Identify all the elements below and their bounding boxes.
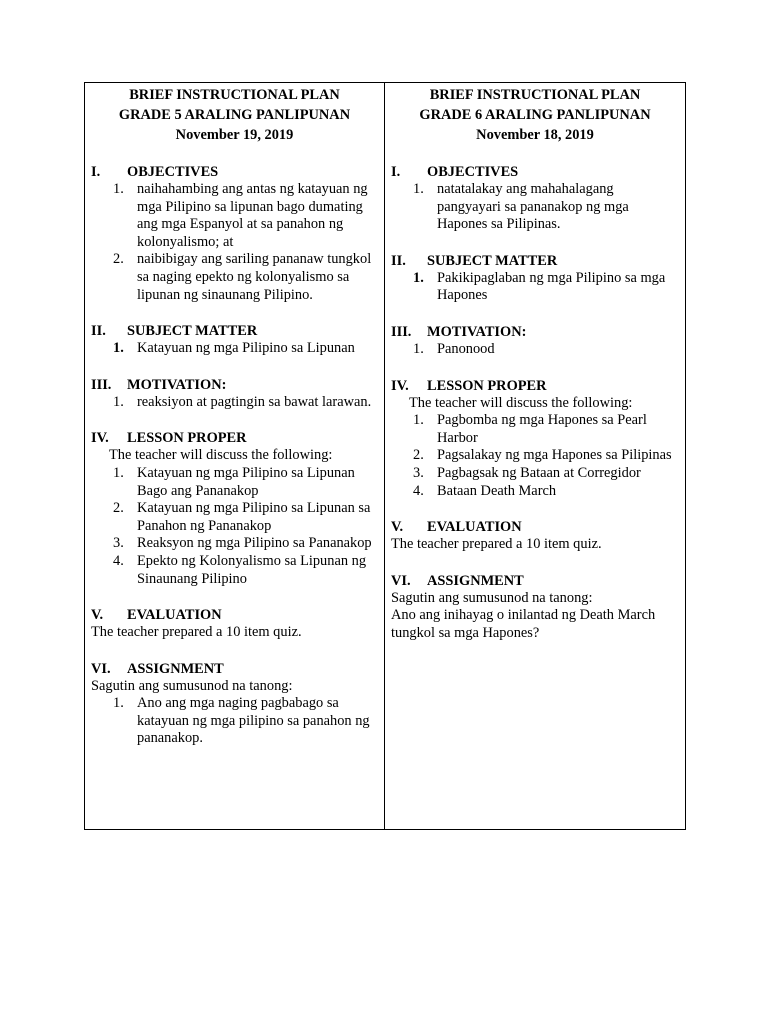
list-item: 2. naibibigay ang sariling pananaw tungkol sa naging epekto ng kolonyalismo sa lipunan ng sinaunang Pilipino. <box>113 251 372 303</box>
assignment-intro: Sagutin ang sumusunod na tanong: <box>91 677 293 694</box>
list-item: 1. Katayuan ng mga Pilipino sa Lipunan Bago ang Pananakop <box>113 464 355 499</box>
list-item: 2. Katayuan ng mga Pilipino sa Lipunan sa Panahon ng Pananakop <box>113 500 371 534</box>
evaluation-section <box>91 606 378 642</box>
section-title: SUBJECT MATTER <box>127 323 258 340</box>
section-title: OBJECTIVES <box>127 164 219 180</box>
section-number: V. <box>391 519 404 536</box>
section-title: MOTIVATION: <box>427 323 527 340</box>
list-item: 3. Pagbagsak ng Bataan at Corregidor <box>413 464 641 481</box>
assignment-question: Ano ang inihayag o inilantad ng Death March tungkol sa mga Hapones? <box>391 607 656 641</box>
lesson-proper-section <box>91 429 378 588</box>
assignment-intro: Sagutin ang sumusunod na tanong: <box>391 589 593 606</box>
list-item: 1. reaksiyon at pagtingin sa bawat larawan. <box>113 393 372 410</box>
list-item: 1. naihahambing ang antas ng katayuan ng mga Pilipino sa lipunan bago dumating ang mga Espanyol at sa panahon ng kolonyalismo; at <box>113 181 368 250</box>
evaluation-text: The teacher prepared a 10 item quiz. <box>91 624 302 641</box>
section-number: I. <box>391 164 401 180</box>
list-item: 1. Katayuan ng mga Pilipino sa Lipunan <box>113 340 355 357</box>
plan-grade-subject: GRADE 5 ARALING PANLIPUNAN <box>118 107 351 123</box>
plan-title: BRIEF INSTRUCTIONAL PLAN <box>429 87 641 103</box>
evaluation-text: The teacher prepared a 10 item quiz. <box>391 536 602 553</box>
list-item: 4. Bataan Death March <box>413 482 557 499</box>
section-title: ASSIGNMENT <box>427 572 524 589</box>
section-number: II. <box>391 252 406 269</box>
plan-grade-subject: GRADE 6 ARALING PANLIPUNAN <box>419 107 651 123</box>
list-item: 3. Reaksyon ng mga Pilipino sa Pananakop <box>113 535 372 552</box>
section-number: II. <box>91 323 106 340</box>
motivation-section <box>391 323 679 359</box>
list-item: 1. Pagbomba ng mga Hapones sa Pearl Harbor <box>413 412 647 446</box>
section-title: LESSON PROPER <box>127 430 247 447</box>
section-number: VI. <box>91 660 111 677</box>
plan-title: BRIEF INSTRUCTIONAL PLAN <box>129 87 340 103</box>
subject-matter-section <box>91 322 378 358</box>
evaluation-section <box>391 518 679 554</box>
section-title: SUBJECT MATTER <box>427 252 558 269</box>
section-number: III. <box>91 376 112 393</box>
list-item: 1. Ano ang mga naging pagbabago sa katayuan ng mga pilipino sa panahon ng pananakop. <box>113 695 370 747</box>
section-title: EVALUATION <box>127 607 222 624</box>
section-number: IV. <box>91 430 109 447</box>
list-item: 1. natatalakay ang mahahalagang pangyayari sa pananakop ng mga Hapones sa Pilipinas. <box>413 181 629 233</box>
list-item: 1. Pakikipaglaban ng mga Pilipino sa mga Hapones <box>413 269 666 304</box>
section-title: EVALUATION <box>427 519 522 536</box>
plan-date: November 18, 2019 <box>476 127 594 143</box>
objectives-section <box>91 163 378 304</box>
lesson-intro: The teacher will discuss the following: <box>109 447 333 464</box>
section-number: V. <box>91 607 104 624</box>
section-number: III. <box>391 323 412 340</box>
section-number: VI. <box>391 572 411 589</box>
list-item: 1. Panonood <box>413 340 495 357</box>
section-title: LESSON PROPER <box>427 377 547 394</box>
motivation-section <box>91 376 378 412</box>
list-item: 2. Pagsalakay ng mga Hapones sa Pilipinas <box>413 447 672 464</box>
assignment-section <box>391 572 679 643</box>
plan-header <box>391 85 679 145</box>
lesson-intro: The teacher will discuss the following: <box>409 394 633 411</box>
instructional-plan-table <box>84 82 686 830</box>
plan-header <box>91 85 378 145</box>
section-title: OBJECTIVES <box>427 164 519 180</box>
subject-matter-section <box>391 252 679 305</box>
plan-date: November 19, 2019 <box>175 127 294 143</box>
assignment-section <box>91 660 378 748</box>
section-number: I. <box>91 164 101 180</box>
objectives-section <box>391 163 679 234</box>
grade-5-plan-column <box>85 83 385 829</box>
lesson-proper-section <box>391 377 679 501</box>
section-title: ASSIGNMENT <box>127 660 224 677</box>
grade-6-plan-column <box>385 83 685 829</box>
list-item: 4. Epekto ng Kolonyalismo sa Lipunan ng Sinaunang Pilipino <box>113 552 367 587</box>
section-title: MOTIVATION: <box>127 376 227 393</box>
section-number: IV. <box>391 377 409 394</box>
